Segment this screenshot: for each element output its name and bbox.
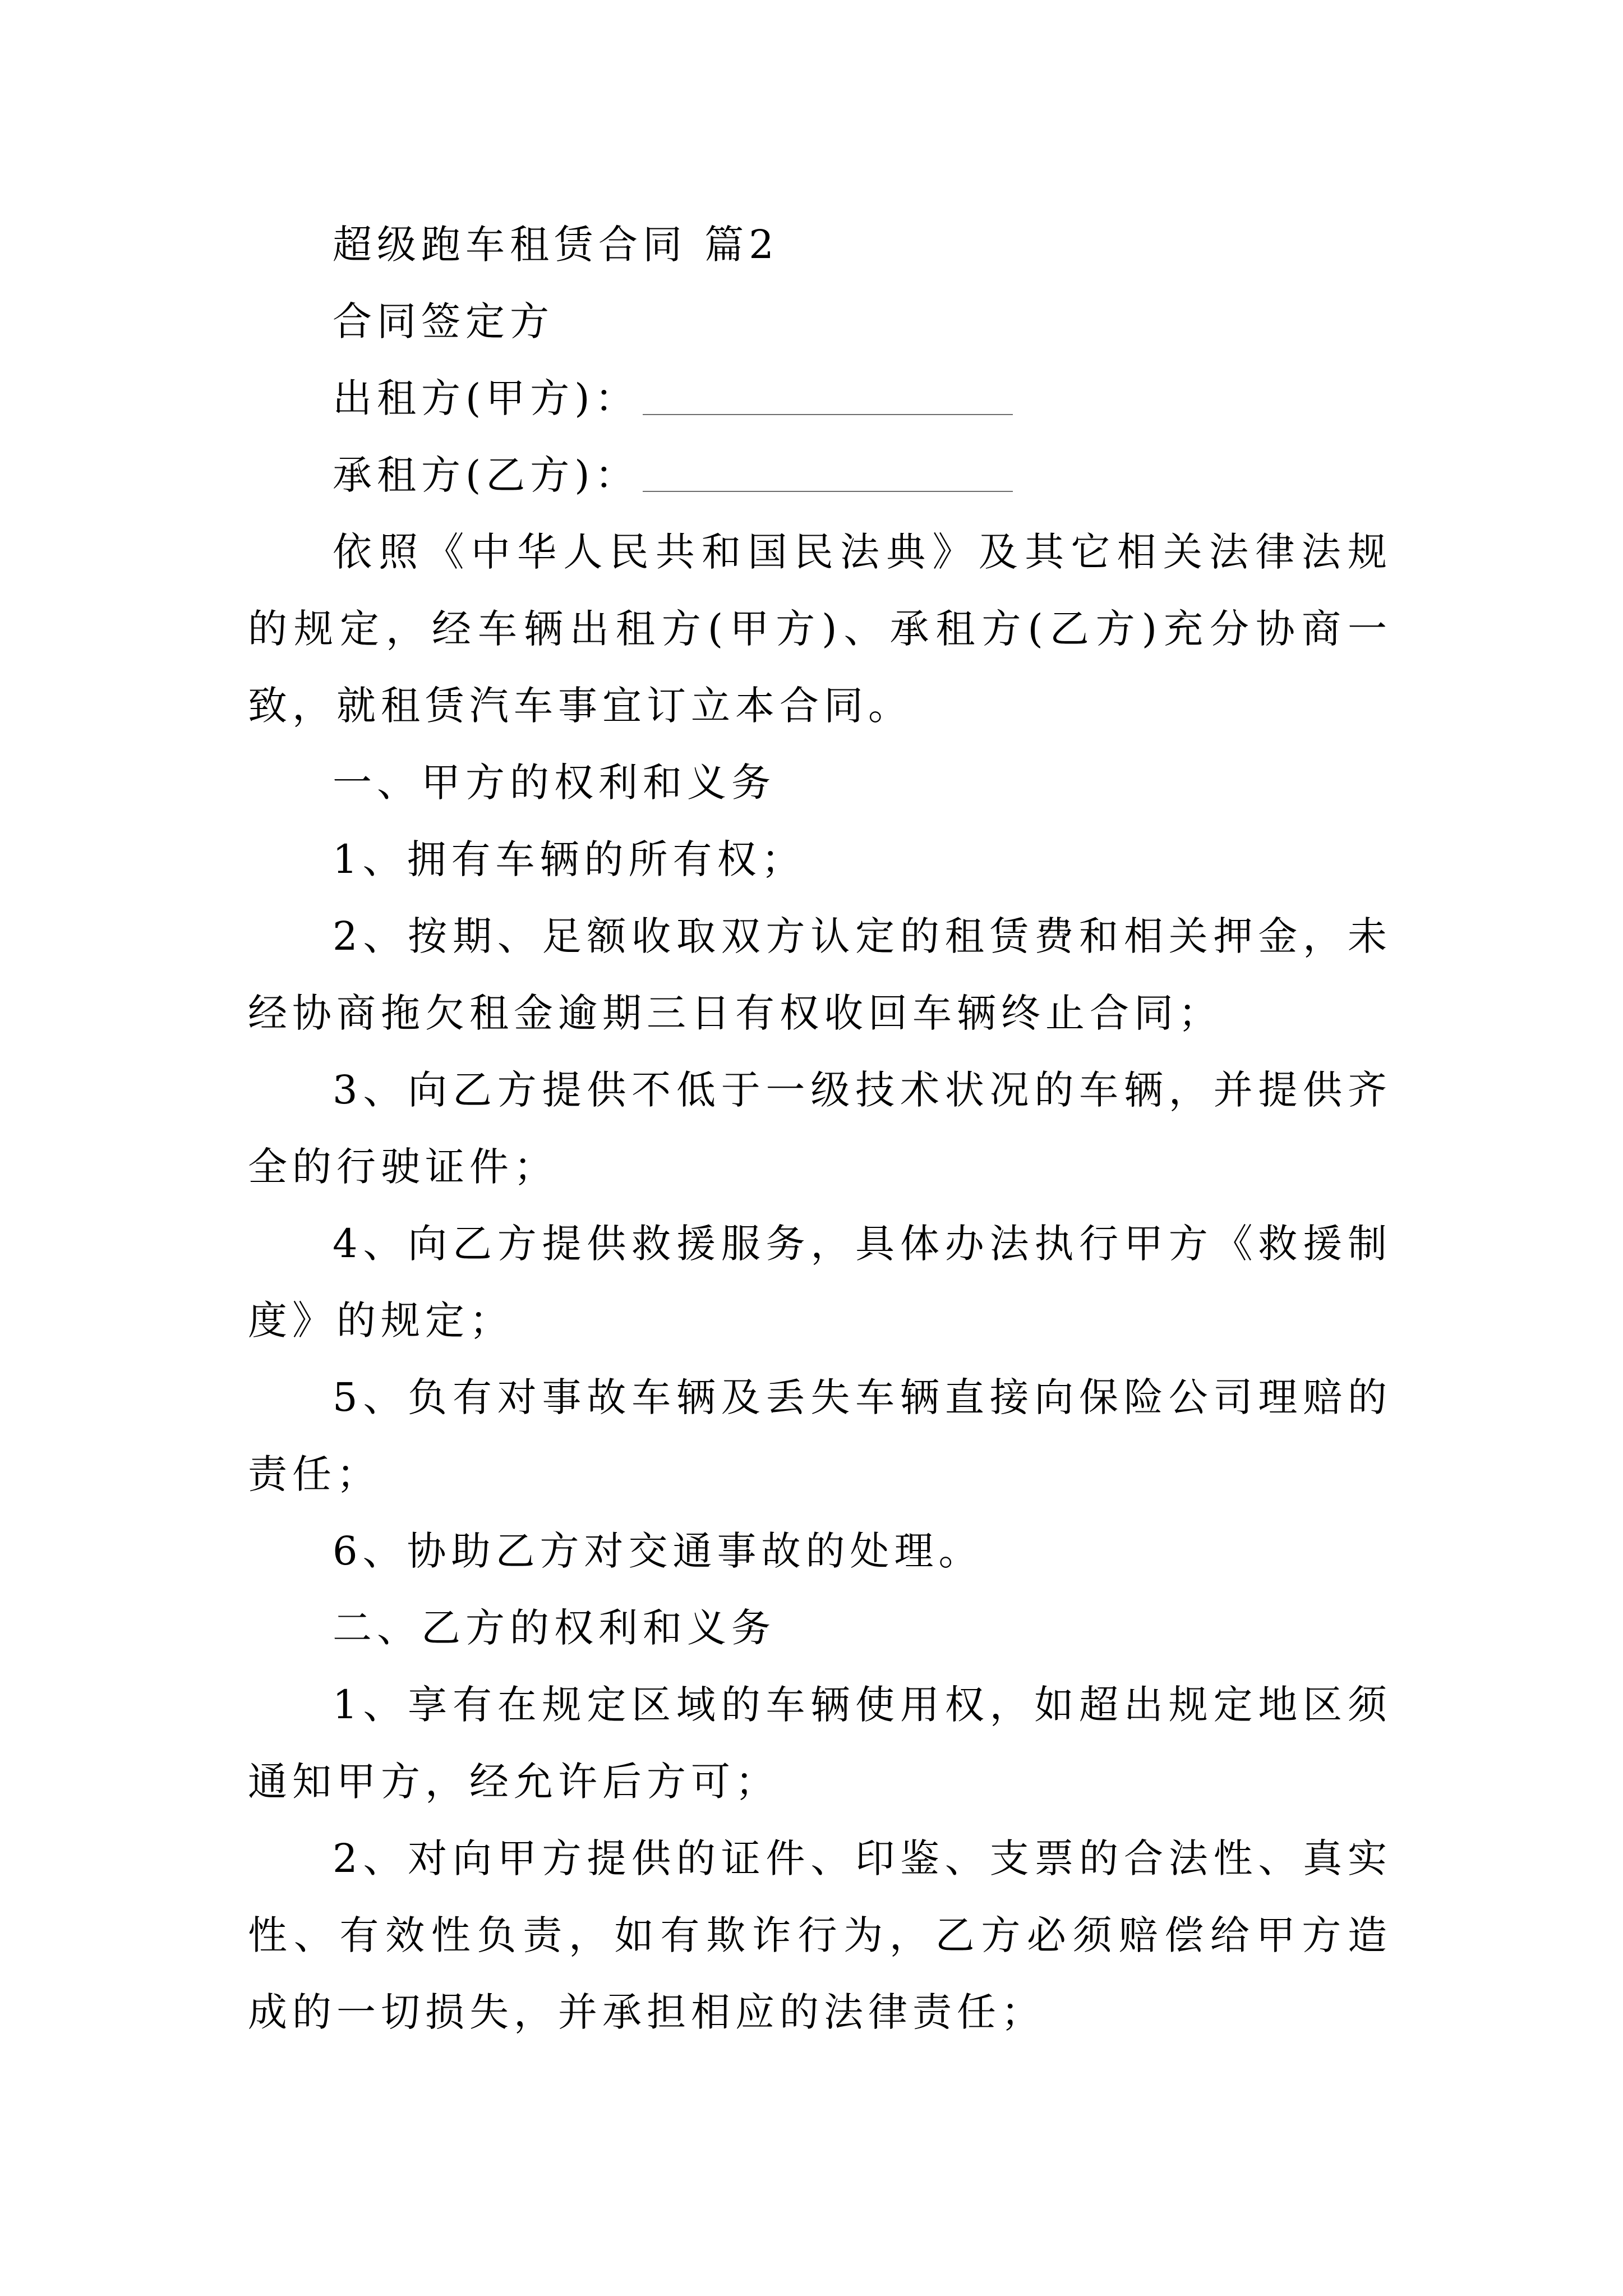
- section2-heading: 二、乙方的权利和义务: [333, 1605, 776, 1651]
- section1-heading: 一、甲方的权利和义务: [333, 760, 776, 806]
- section1-item: 6、协助乙方对交通事故的处理。: [333, 1528, 983, 1574]
- document-title: 超级跑车租赁合同 篇2: [333, 222, 779, 268]
- lessor-line: [248, 360, 1392, 437]
- section1-item: 5、负有对事故车辆及丢失车辆直接向保险公司理赔的责任；: [248, 1374, 1392, 1497]
- lessor-label: 出租方(甲方)：: [333, 375, 639, 421]
- section2-item: 1、享有在规定区域的车辆使用权，如超出规定地区须通知甲方，经允许后方可；: [248, 1682, 1392, 1805]
- lessee-line: [248, 437, 1392, 514]
- intro-paragraph: 依照《中华人民共和国民法典》及其它相关法律法规的规定，经车辆出租方(甲方)、承租方(乙方)充分协商一致，就租赁汽车事宜订立本合同。: [248, 529, 1392, 729]
- section1-item: 1、拥有车辆的所有权；: [333, 836, 806, 882]
- lessee-blank: [643, 491, 1013, 492]
- section1-item: 4、向乙方提供救援服务，具体办法执行甲方《救援制度》的规定；: [248, 1221, 1392, 1343]
- lessee-label: 承租方(乙方)：: [333, 452, 639, 498]
- section1-item: 3、向乙方提供不低于一级技术状况的车辆，并提供齐全的行驶证件；: [248, 1067, 1392, 1190]
- lessor-blank: [643, 414, 1013, 415]
- parties-heading: 合同签定方: [333, 298, 554, 344]
- section2-item: 2、对向甲方提供的证件、印鉴、支票的合法性、真实性、有效性负责，如有欺诈行为，乙方必须赔偿给甲方造成的一切损失，并承担相应的法律责任；: [248, 1835, 1392, 2035]
- section1-item: 2、按期、足额收取双方认定的租赁费和相关押金，未经协商拖欠租金逾期三日有权收回车辆终止合同；: [248, 913, 1392, 1036]
- document-body: [248, 206, 1392, 2051]
